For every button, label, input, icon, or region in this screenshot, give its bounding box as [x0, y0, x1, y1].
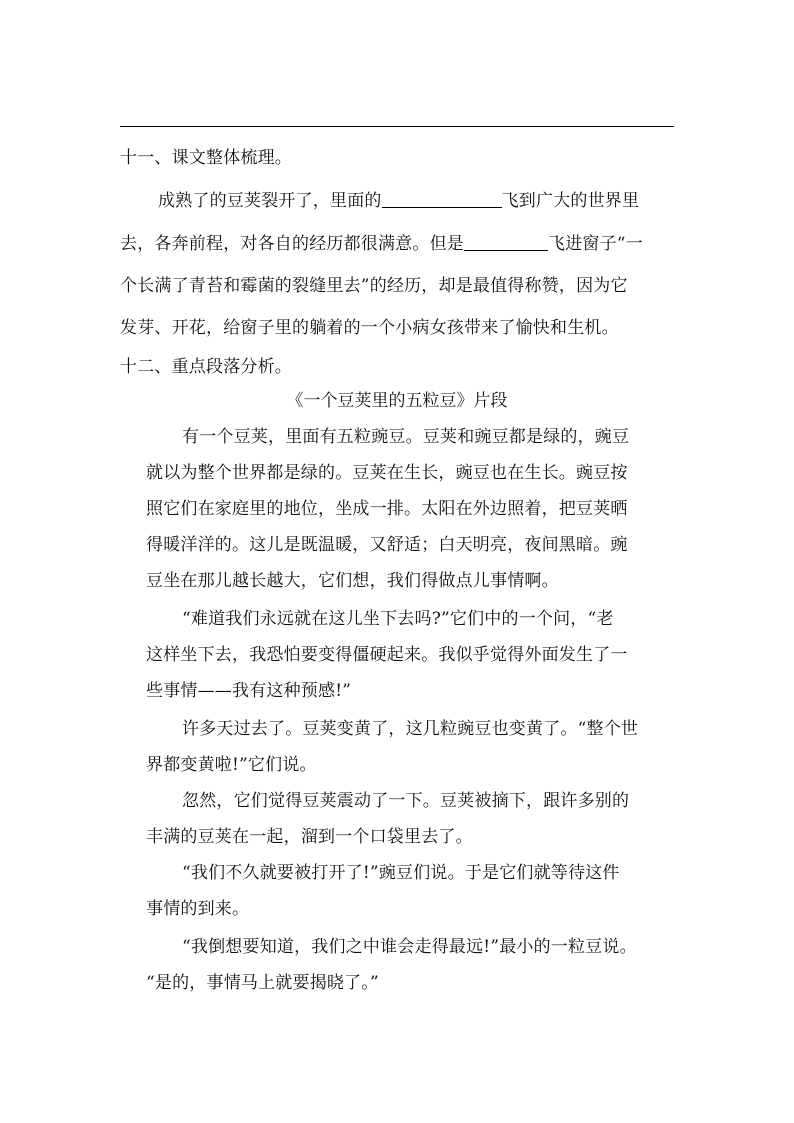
- passage-line: 界都变黄啦!”它们说。: [146, 755, 317, 775]
- passage-line: “我们不久就要被打开了!”豌豆们说。于是它们就等待这件: [182, 863, 620, 883]
- passage-line: 丰满的豆荚在一起，溜到一个口袋里去了。: [146, 827, 473, 847]
- passage-line: 照它们在家庭里的地位，坐成一排。太阳在外边照着，把豆荚晒: [146, 499, 628, 519]
- passage-line: 这样坐下去，我恐怕要变得僵硬起来。我似乎觉得外面发生了一: [146, 645, 628, 665]
- fill-blank-1[interactable]: [382, 189, 502, 208]
- line-1-text-a: 成熟了的豆荚裂开了，里面的: [158, 191, 382, 211]
- section-11-line-1: [158, 189, 639, 213]
- section-11-heading: 十一、课文整体梳理。: [120, 148, 292, 168]
- section-11-line-2: [120, 232, 643, 256]
- passage-line: 得暖洋洋的。这儿是既温暖，又舒适；白天明亮，夜间黑暗。豌: [146, 535, 628, 555]
- fill-blank-2[interactable]: [464, 232, 548, 251]
- line-2-text-b: 飞进窗子“一: [548, 234, 643, 254]
- line-1-text-b: 飞到广大的世界里: [501, 191, 640, 211]
- passage-line: 些事情——我有这种预感!”: [146, 681, 352, 701]
- section-12-heading: 十二、重点段落分析。: [120, 357, 292, 377]
- passage-line: “难道我们永远就在这儿坐下去吗?”它们中的一个问，“老: [182, 609, 614, 629]
- passage-line: “是的，事情马上就要揭晓了。”: [146, 973, 379, 993]
- passage-title: 《一个豆荚里的五粒豆》片段: [286, 391, 508, 411]
- passage-line: 事情的到来。: [146, 899, 250, 919]
- passage-line: “我倒想要知道，我们之中谁会走得最远!”最小的一粒豆说。: [182, 937, 637, 957]
- passage-line: 豆坐在那儿越长越大，它们想，我们得做点儿事情啊。: [146, 571, 559, 591]
- passage-line: 忽然，它们觉得豆荚震动了一下。豆荚被摘下，跟许多别的: [182, 791, 630, 811]
- passage-line: 就以为整个世界都是绿的。豆荚在生长，豌豆也在生长。豌豆按: [146, 463, 628, 483]
- header-rule: [120, 126, 674, 127]
- passage-line: 有一个豆荚，里面有五粒豌豆。豆荚和豌豆都是绿的，豌豆: [182, 427, 630, 447]
- section-11-line-3: 个长满了青苔和霉菌的裂缝里去”的经历，却是最值得称赞，因为它: [120, 276, 628, 296]
- section-11-line-4: 发芽、开花，给窗子里的躺着的一个小病女孩带来了愉快和生机。: [120, 318, 619, 338]
- passage-line: 许多天过去了。豆荚变黄了，这几粒豌豆也变黄了。“整个世: [182, 719, 639, 739]
- line-2-text-a: 去，各奔前程，对各自的经历都很满意。但是: [120, 234, 464, 254]
